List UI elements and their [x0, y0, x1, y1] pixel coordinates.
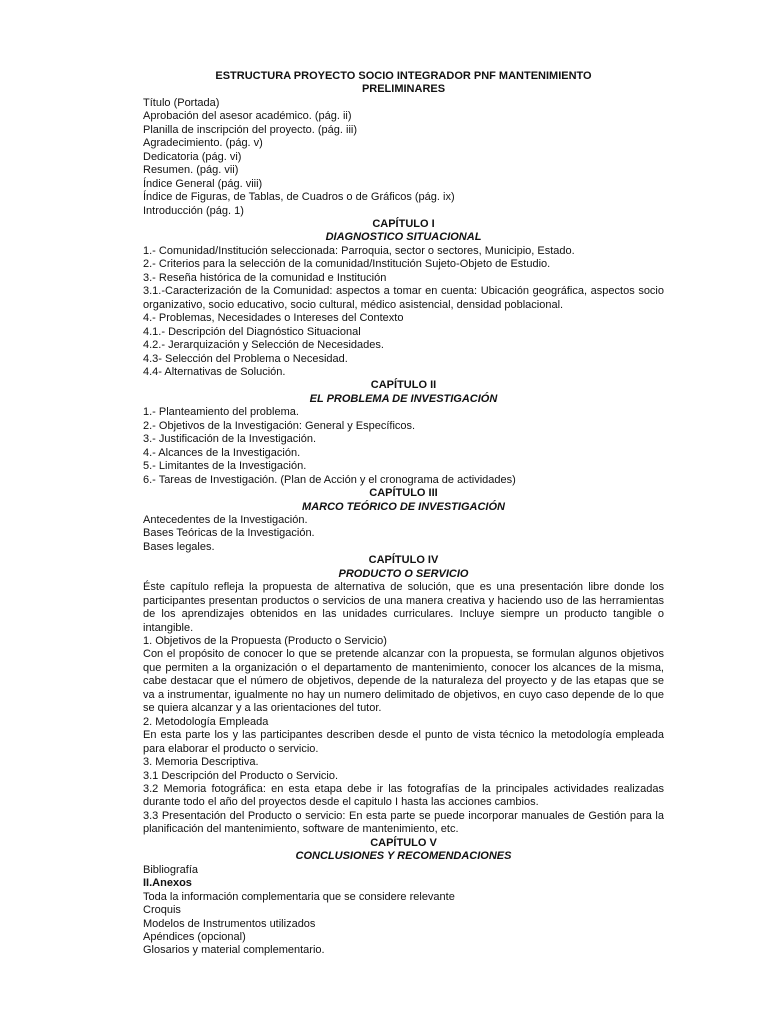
section-text: En esta parte los y las participantes describen desde el punto de vista técnico la metodología empleada para elaborar el producto o servicio. [143, 729, 664, 755]
list-item: 1.- Comunidad/Institución seleccionada: Parroquia, sector o sectores, Municipio, Estado. [143, 244, 575, 257]
subsection-item: 3.1 Descripción del Producto o Servicio. [143, 769, 339, 782]
list-item: 4.- Alcances de la Investigación. [143, 446, 301, 459]
chapter-4-title: PRODUCTO O SERVICIO [338, 567, 469, 580]
subsection-item: 3.3 Presentación del Producto o servicio: En esta parte se puede incorporar manuales de Gestión para la planificación del mantenimiento, software de mantenimiento, etc. [143, 809, 664, 836]
list-item: Índice General (pág. viii) [143, 177, 263, 190]
list-item: 3.- Reseña histórica de la comunidad e Institución [143, 271, 387, 284]
chapter-4-intro: Éste capítulo refleja la propuesta de alternativa de solución, que es una presentación libre donde los participantes presentan productos o servicios de una manera creativa y haciendo uso de las herramientas de los aprendizajes obtenidos en las unidades curriculares. Incluye siempre un producto tangible o intangible. [143, 581, 664, 634]
list-item: Aprobación del asesor académico. (pág. ii) [143, 110, 352, 123]
chapter-5-title: CONCLUSIONES Y RECOMENDACIONES [295, 850, 512, 863]
list-item: Modelos de Instrumentos utilizados [143, 917, 316, 930]
list-item: 4.3- Selección del Problema o Necesidad. [143, 352, 348, 365]
subsection-item: 3.2 Memoria fotográfica: en esta etapa debe ir las fotografías de la principales actividades realizadas durante todo el año del proyectos desde el capitulo I hasta las acciones cambios. [143, 783, 664, 809]
list-item: Introducción (pág. 1) [143, 204, 244, 217]
anexos-list [143, 891, 664, 958]
list-item: 2.- Criterios para la selección de la comunidad/Institución Sujeto-Objeto de Estudio. [143, 258, 551, 271]
list-item: Título (Portada) [143, 96, 220, 109]
list-item: 3.- Justificación de la Investigación. [143, 433, 317, 446]
list-item: Resumen. (pág. vii) [143, 164, 239, 177]
list-item: 5.- Limitantes de la Investigación. [143, 460, 307, 473]
list-item: 3.1.-Caracterización de la Comunidad: aspectos a tomar en cuenta: Ubicación geográfica, aspectos socio organizativo, socio educativo, socio cultural, médico asistencial, densidad poblacional. [143, 285, 664, 311]
anexos-heading: II.Anexos [143, 877, 192, 890]
document-subtitle: PRELIMINARES [361, 83, 446, 96]
list-item: Bases Teóricas de la Investigación. [143, 527, 315, 540]
chapter-5-heading: CAPÍTULO V [370, 836, 437, 849]
document-title: ESTRUCTURA PROYECTO SOCIO INTEGRADOR PNF MANTENIMIENTO [215, 70, 592, 82]
list-item: Glosarios y material complementario. [143, 944, 325, 957]
chapter-3-title: MARCO TEÓRICO DE INVESTIGACIÓN [302, 500, 505, 513]
section-title: 2. Metodología Empleada [143, 715, 269, 728]
list-item: Dedicatoria (pág. vi) [143, 150, 242, 163]
chapter-2-heading: CAPÍTULO II [370, 379, 437, 392]
section-text: Con el propósito de conocer lo que se pretende alcanzar con la propuesta, se formulan algunos objetivos que permiten a la organización o el departamento de mantenimiento, conocer los alcances de la misma, cabe destacar que el número de objetivos, depende de la naturaleza del proyecto y de las etapas que se va a instrumentar, igualmente no hay un numero delimitado de objetivos, en cuyo caso depende de lo que se quiera alcanzar y a las orientaciones del tutor. [143, 648, 664, 715]
list-item: 4.2.- Jerarquización y Selección de Necesidades. [143, 339, 384, 352]
chapter-4-body [143, 581, 664, 837]
list-item: 4.1.- Descripción del Diagnóstico Situacional [143, 325, 361, 338]
list-item: Toda la información complementaria que se considere relevante [143, 890, 455, 903]
chapter-1-title: DIAGNOSTICO SITUACIONAL [325, 231, 482, 244]
list-item: Bases legales. [143, 540, 215, 553]
section-title: 1. Objetivos de la Propuesta (Producto o Servicio) [143, 635, 387, 648]
preliminares-list [143, 97, 664, 218]
chapter-2-list [143, 406, 664, 487]
chapter-1-list [143, 245, 664, 380]
chapter-3-heading: CAPÍTULO III [369, 487, 438, 500]
bibliografia: Bibliografía [143, 863, 199, 876]
list-item: 6.- Tareas de Investigación. (Plan de Acción y el cronograma de actividades) [143, 473, 516, 486]
chapter-1-heading: CAPÍTULO I [372, 217, 435, 230]
chapter-4-heading: CAPÍTULO IV [368, 554, 439, 567]
list-item: Antecedentes de la Investigación. [143, 513, 308, 526]
list-item: Planilla de inscripción del proyecto. (pág. iii) [143, 123, 357, 136]
chapter-2-title: EL PROBLEMA DE INVESTIGACIÓN [309, 392, 498, 405]
chapter-3-list [143, 514, 664, 554]
list-item: 1.- Planteamiento del problema. [143, 406, 299, 419]
list-item: Apéndices (opcional) [143, 931, 246, 943]
section-title: 3. Memoria Descriptiva. [143, 756, 259, 769]
list-item: 4.4- Alternativas de Solución. [143, 365, 286, 378]
list-item: Croquis [143, 904, 181, 917]
list-item: 2.- Objetivos de la Investigación: General y Específicos. [143, 419, 416, 432]
list-item: Agradecimiento. (pág. v) [143, 137, 263, 150]
list-item: 4.- Problemas, Necesidades o Intereses del Contexto [143, 312, 404, 325]
list-item: Índice de Figuras, de Tablas, de Cuadros o de Gráficos (pág. ix) [143, 191, 455, 204]
